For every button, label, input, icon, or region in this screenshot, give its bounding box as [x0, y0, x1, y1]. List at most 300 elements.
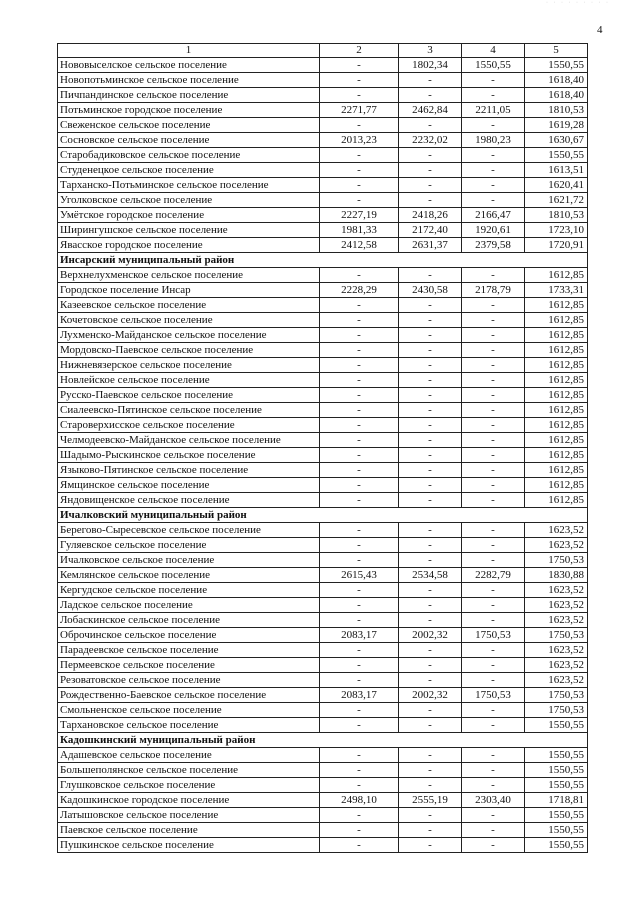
settlement-name: Латышовское сельское поселение [58, 808, 320, 823]
table-row [58, 718, 588, 733]
value-col-2: - [320, 268, 399, 283]
value-col-5: 1612,85 [525, 343, 588, 358]
settlement-name: Смольненское сельское поселение [58, 703, 320, 718]
value-col-3: - [399, 418, 462, 433]
value-col-4: - [462, 778, 525, 793]
value-col-2: - [320, 328, 399, 343]
value-col-3: - [399, 763, 462, 778]
table-row [58, 283, 588, 298]
settlement-name: Кергудское сельское поселение [58, 583, 320, 598]
settlement-name: Ширингушское сельское поселение [58, 223, 320, 238]
table-row [58, 823, 588, 838]
value-col-2: - [320, 718, 399, 733]
value-col-3: - [399, 358, 462, 373]
table-row [58, 178, 588, 193]
value-col-3: 2232,02 [399, 133, 462, 148]
value-col-5: 1810,53 [525, 103, 588, 118]
table-row [58, 763, 588, 778]
column-header: 1 [58, 44, 320, 58]
table-row [58, 703, 588, 718]
value-col-5: 1550,55 [525, 838, 588, 853]
value-col-3: - [399, 148, 462, 163]
value-col-4: - [462, 118, 525, 133]
value-col-4: - [462, 73, 525, 88]
value-col-2: - [320, 583, 399, 598]
settlement-name: Умётское городское поселение [58, 208, 320, 223]
value-col-5: 1623,52 [525, 673, 588, 688]
value-col-4: - [462, 178, 525, 193]
value-col-3: - [399, 643, 462, 658]
value-col-4: 2166,47 [462, 208, 525, 223]
value-col-5: 1612,85 [525, 388, 588, 403]
table-row [58, 613, 588, 628]
value-col-3: - [399, 838, 462, 853]
value-col-3: 2462,84 [399, 103, 462, 118]
value-col-2: - [320, 148, 399, 163]
value-col-2: - [320, 88, 399, 103]
settlement-name: Кемлянское сельское поселение [58, 568, 320, 583]
value-col-2: - [320, 358, 399, 373]
settlement-name: Яндовищенское сельское поселение [58, 493, 320, 508]
value-col-2: - [320, 643, 399, 658]
value-col-3: - [399, 598, 462, 613]
value-col-2: - [320, 703, 399, 718]
value-col-3: 2631,37 [399, 238, 462, 253]
value-col-3: - [399, 433, 462, 448]
value-col-5: 1810,53 [525, 208, 588, 223]
value-col-4: - [462, 298, 525, 313]
table-row [58, 478, 588, 493]
value-col-2: 2412,58 [320, 238, 399, 253]
value-col-4: - [462, 388, 525, 403]
settlement-name: Явасское городское поселение [58, 238, 320, 253]
value-col-2: - [320, 118, 399, 133]
settlement-name: Староверхисское сельское поселение [58, 418, 320, 433]
value-col-3: - [399, 823, 462, 838]
column-header: 2 [320, 44, 399, 58]
value-col-4: - [462, 88, 525, 103]
value-col-5: 1619,28 [525, 118, 588, 133]
value-col-5: 1623,52 [525, 643, 588, 658]
settlement-name: Нововыселское сельское поселение [58, 58, 320, 73]
value-col-4: - [462, 463, 525, 478]
value-col-4: - [462, 268, 525, 283]
table-row [58, 358, 588, 373]
value-col-3: - [399, 778, 462, 793]
value-col-5: 1720,91 [525, 238, 588, 253]
value-col-4: - [462, 313, 525, 328]
table-row [58, 673, 588, 688]
table-row [58, 208, 588, 223]
value-col-3: - [399, 193, 462, 208]
table-row [58, 418, 588, 433]
table-row [58, 193, 588, 208]
value-col-2: - [320, 163, 399, 178]
value-col-2: - [320, 658, 399, 673]
value-col-3: - [399, 178, 462, 193]
table-row [58, 223, 588, 238]
value-col-3: 2534,58 [399, 568, 462, 583]
value-col-2: - [320, 748, 399, 763]
table-row [58, 493, 588, 508]
table-row [58, 793, 588, 808]
value-col-5: 1630,67 [525, 133, 588, 148]
value-col-3: - [399, 403, 462, 418]
value-col-4: - [462, 673, 525, 688]
value-col-4: 2282,79 [462, 568, 525, 583]
value-col-2: - [320, 598, 399, 613]
value-col-4: 1750,53 [462, 628, 525, 643]
value-col-4: 1980,23 [462, 133, 525, 148]
value-col-4: - [462, 553, 525, 568]
table-row [58, 598, 588, 613]
value-col-5: 1550,55 [525, 778, 588, 793]
value-col-4: - [462, 358, 525, 373]
page-number: 4 [597, 24, 603, 36]
district-header-row [58, 733, 588, 748]
value-col-3: - [399, 703, 462, 718]
value-col-3: 2172,40 [399, 223, 462, 238]
rates-table [57, 43, 588, 853]
table-row [58, 433, 588, 448]
value-col-4: - [462, 808, 525, 823]
district-name: Кадошкинский муниципальный район [58, 733, 588, 748]
value-col-3: - [399, 88, 462, 103]
value-col-2: - [320, 298, 399, 313]
value-col-5: 1612,85 [525, 493, 588, 508]
value-col-5: 1550,55 [525, 808, 588, 823]
value-col-5: 1612,85 [525, 418, 588, 433]
value-col-4: 2303,40 [462, 793, 525, 808]
value-col-5: 1750,53 [525, 703, 588, 718]
value-col-5: 1550,55 [525, 148, 588, 163]
district-header-row [58, 253, 588, 268]
value-col-5: 1623,52 [525, 658, 588, 673]
settlement-name: Потьминское городское поселение [58, 103, 320, 118]
value-col-5: 1612,85 [525, 328, 588, 343]
table-row [58, 133, 588, 148]
value-col-3: - [399, 808, 462, 823]
settlement-name: Студенецкое сельское поселение [58, 163, 320, 178]
value-col-2: - [320, 538, 399, 553]
value-col-3: - [399, 523, 462, 538]
value-col-4: - [462, 163, 525, 178]
value-col-4: 2211,05 [462, 103, 525, 118]
table-row [58, 448, 588, 463]
value-col-4: - [462, 748, 525, 763]
value-col-5: 1733,31 [525, 283, 588, 298]
value-col-5: 1550,55 [525, 718, 588, 733]
value-col-5: 1612,85 [525, 463, 588, 478]
settlement-name: Челмодеевско-Майданское сельское поселение [58, 433, 320, 448]
value-col-5: 1750,53 [525, 553, 588, 568]
settlement-name: Языково-Пятинское сельское поселение [58, 463, 320, 478]
settlement-name: Паевское сельское поселение [58, 823, 320, 838]
value-col-2: - [320, 373, 399, 388]
settlement-name: Ладское сельское поселение [58, 598, 320, 613]
settlement-name: Городское поселение Инсар [58, 283, 320, 298]
value-col-4: - [462, 193, 525, 208]
value-col-2: 2228,29 [320, 283, 399, 298]
value-col-3: 2555,19 [399, 793, 462, 808]
value-col-5: 1618,40 [525, 88, 588, 103]
table-row [58, 58, 588, 73]
table-row [58, 838, 588, 853]
value-col-3: - [399, 118, 462, 133]
value-col-5: 1750,53 [525, 688, 588, 703]
table-row [58, 808, 588, 823]
value-col-3: - [399, 268, 462, 283]
value-col-3: 2418,26 [399, 208, 462, 223]
table-row [58, 523, 588, 538]
value-col-2: 2498,10 [320, 793, 399, 808]
settlement-name: Старобадиковское сельское поселение [58, 148, 320, 163]
value-col-3: - [399, 73, 462, 88]
settlement-name: Казеевское сельское поселение [58, 298, 320, 313]
value-col-3: 1802,34 [399, 58, 462, 73]
table-row [58, 688, 588, 703]
value-col-5: 1550,55 [525, 763, 588, 778]
table-row [58, 103, 588, 118]
value-col-5: 1613,51 [525, 163, 588, 178]
value-col-5: 1612,85 [525, 298, 588, 313]
value-col-4: - [462, 763, 525, 778]
value-col-3: 2002,32 [399, 688, 462, 703]
value-col-5: 1612,85 [525, 448, 588, 463]
value-col-2: - [320, 403, 399, 418]
value-col-5: 1550,55 [525, 748, 588, 763]
settlement-name: Кадошкинское городское поселение [58, 793, 320, 808]
settlement-name: Рождественно-Баевское сельское поселение [58, 688, 320, 703]
settlement-name: Ичалковское сельское поселение [58, 553, 320, 568]
value-col-2: - [320, 673, 399, 688]
value-col-2: 2013,23 [320, 133, 399, 148]
value-col-2: 2083,17 [320, 628, 399, 643]
value-col-3: - [399, 673, 462, 688]
value-col-4: - [462, 823, 525, 838]
settlement-name: Новлейское сельское поселение [58, 373, 320, 388]
value-col-5: 1621,72 [525, 193, 588, 208]
settlement-name: Оброчинское сельское поселение [58, 628, 320, 643]
value-col-4: - [462, 478, 525, 493]
value-col-2: - [320, 193, 399, 208]
value-col-3: - [399, 448, 462, 463]
value-col-2: 2615,43 [320, 568, 399, 583]
table-row [58, 778, 588, 793]
value-col-4: 2178,79 [462, 283, 525, 298]
table-header-row [58, 44, 588, 58]
value-col-2: - [320, 448, 399, 463]
value-col-5: 1623,52 [525, 613, 588, 628]
district-header-row [58, 508, 588, 523]
value-col-3: - [399, 493, 462, 508]
table-row [58, 388, 588, 403]
value-col-5: 1612,85 [525, 268, 588, 283]
value-col-2: 2271,77 [320, 103, 399, 118]
value-col-4: - [462, 583, 525, 598]
settlement-name: Резоватовское сельское поселение [58, 673, 320, 688]
value-col-3: - [399, 658, 462, 673]
value-col-5: 1612,85 [525, 358, 588, 373]
value-col-4: - [462, 328, 525, 343]
table-row [58, 268, 588, 283]
value-col-2: - [320, 553, 399, 568]
value-col-5: 1620,41 [525, 178, 588, 193]
value-col-4: 1920,61 [462, 223, 525, 238]
table-row [58, 628, 588, 643]
value-col-4: - [462, 718, 525, 733]
value-col-3: - [399, 298, 462, 313]
settlement-name: Мордовско-Паевское сельское поселение [58, 343, 320, 358]
table-row [58, 313, 588, 328]
value-col-5: 1623,52 [525, 598, 588, 613]
value-col-2: - [320, 478, 399, 493]
settlement-name: Пичпандинское сельское поселение [58, 88, 320, 103]
value-col-3: - [399, 313, 462, 328]
value-col-4: - [462, 493, 525, 508]
value-col-5: 1612,85 [525, 313, 588, 328]
settlement-name: Сиалеевско-Пятинское сельское поселение [58, 403, 320, 418]
value-col-4: - [462, 703, 525, 718]
value-col-3: - [399, 328, 462, 343]
table-row [58, 328, 588, 343]
value-col-5: 1618,40 [525, 73, 588, 88]
value-col-3: - [399, 553, 462, 568]
value-col-3: - [399, 373, 462, 388]
district-name: Ичалковский муниципальный район [58, 508, 588, 523]
value-col-4: - [462, 148, 525, 163]
value-col-3: - [399, 463, 462, 478]
value-col-2: - [320, 58, 399, 73]
value-col-5: 1623,52 [525, 523, 588, 538]
settlement-name: Тарханско-Потьминское сельское поселение [58, 178, 320, 193]
value-col-5: 1830,88 [525, 568, 588, 583]
value-col-2: 1981,33 [320, 223, 399, 238]
value-col-4: 1550,55 [462, 58, 525, 73]
value-col-5: 1718,81 [525, 793, 588, 808]
value-col-2: - [320, 523, 399, 538]
district-name: Инсарский муниципальный район [58, 253, 588, 268]
settlement-name: Пушкинское сельское поселение [58, 838, 320, 853]
value-col-2: - [320, 493, 399, 508]
value-col-2: - [320, 613, 399, 628]
table-row [58, 298, 588, 313]
value-col-3: - [399, 478, 462, 493]
value-col-4: - [462, 403, 525, 418]
value-col-4: - [462, 433, 525, 448]
value-col-3: - [399, 538, 462, 553]
table-row [58, 343, 588, 358]
value-col-3: 2430,58 [399, 283, 462, 298]
value-col-5: 1623,52 [525, 538, 588, 553]
settlement-name: Адашевское сельское поселение [58, 748, 320, 763]
table-row [58, 88, 588, 103]
table-row [58, 538, 588, 553]
value-col-5: 1750,53 [525, 628, 588, 643]
settlement-name: Верхнелухменское сельское поселение [58, 268, 320, 283]
value-col-4: - [462, 643, 525, 658]
settlement-name: Большеполянское сельское поселение [58, 763, 320, 778]
value-col-3: 2002,32 [399, 628, 462, 643]
settlement-name: Кочетовское сельское поселение [58, 313, 320, 328]
settlement-name: Шадымо-Рыскинское сельское поселение [58, 448, 320, 463]
value-col-4: - [462, 598, 525, 613]
table-row [58, 583, 588, 598]
settlement-name: Берегово-Сыресевское сельское поселение [58, 523, 320, 538]
value-col-5: 1612,85 [525, 373, 588, 388]
value-col-4: - [462, 613, 525, 628]
value-col-4: - [462, 523, 525, 538]
settlement-name: Ямщинское сельское поселение [58, 478, 320, 493]
value-col-4: 1750,53 [462, 688, 525, 703]
value-col-3: - [399, 388, 462, 403]
value-col-3: - [399, 343, 462, 358]
value-col-4: - [462, 838, 525, 853]
settlement-name: Свеженское сельское поселение [58, 118, 320, 133]
table-row [58, 148, 588, 163]
settlement-name: Тархановское сельское поселение [58, 718, 320, 733]
table-row [58, 373, 588, 388]
value-col-5: 1550,55 [525, 823, 588, 838]
settlement-name: Пермеевское сельское поселение [58, 658, 320, 673]
table-row [58, 658, 588, 673]
table-row [58, 163, 588, 178]
value-col-2: - [320, 73, 399, 88]
value-col-3: - [399, 613, 462, 628]
value-col-2: - [320, 178, 399, 193]
table-row [58, 643, 588, 658]
scan-artifact: · · · · · · · · · [546, 0, 610, 6]
value-col-2: - [320, 823, 399, 838]
table-row [58, 463, 588, 478]
value-col-2: - [320, 433, 399, 448]
value-col-2: - [320, 343, 399, 358]
table-row [58, 553, 588, 568]
settlement-name: Гуляевское сельское поселение [58, 538, 320, 553]
value-col-5: 1612,85 [525, 403, 588, 418]
table-row [58, 748, 588, 763]
settlement-name: Уголковское сельское поселение [58, 193, 320, 208]
value-col-4: - [462, 418, 525, 433]
settlement-name: Новопотьминское сельское поселение [58, 73, 320, 88]
table-row [58, 403, 588, 418]
column-header: 3 [399, 44, 462, 58]
value-col-3: - [399, 748, 462, 763]
value-col-4: - [462, 538, 525, 553]
value-col-2: 2083,17 [320, 688, 399, 703]
value-col-3: - [399, 163, 462, 178]
settlement-name: Сосновское сельское поселение [58, 133, 320, 148]
settlement-name: Глушковское сельское поселение [58, 778, 320, 793]
settlement-name: Русско-Паевское сельское поселение [58, 388, 320, 403]
column-header: 5 [525, 44, 588, 58]
value-col-2: - [320, 763, 399, 778]
value-col-5: 1550,55 [525, 58, 588, 73]
column-header: 4 [462, 44, 525, 58]
value-col-4: 2379,58 [462, 238, 525, 253]
value-col-4: - [462, 448, 525, 463]
table-row [58, 118, 588, 133]
value-col-4: - [462, 658, 525, 673]
value-col-2: - [320, 388, 399, 403]
settlement-name: Нижневязерское сельское поселение [58, 358, 320, 373]
value-col-2: - [320, 313, 399, 328]
value-col-3: - [399, 583, 462, 598]
value-col-2: - [320, 838, 399, 853]
value-col-5: 1723,10 [525, 223, 588, 238]
table-row [58, 568, 588, 583]
value-col-4: - [462, 373, 525, 388]
